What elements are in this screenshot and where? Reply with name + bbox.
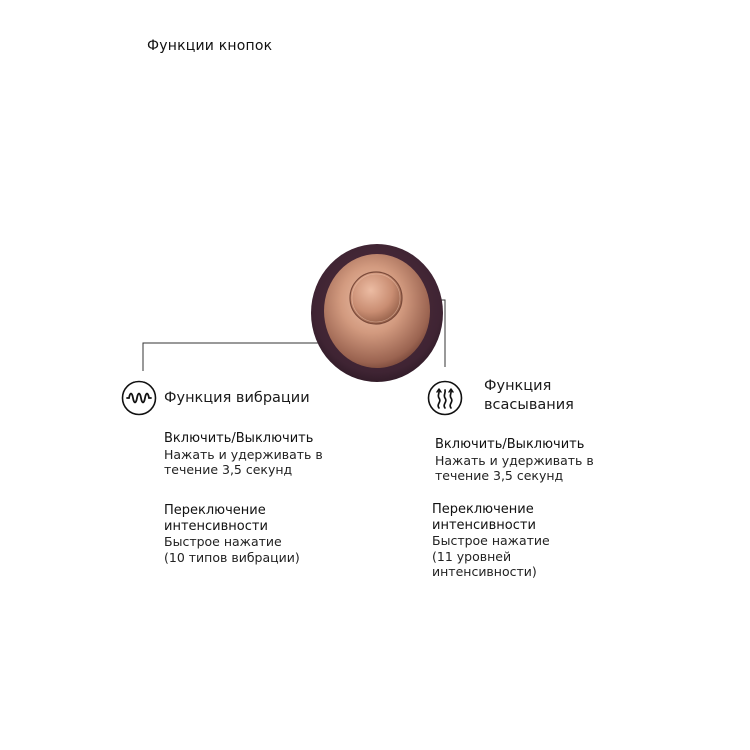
suction-waves-icon (427, 380, 463, 416)
suction-switch-heading: Переключение (432, 502, 534, 517)
suction-on-off-line: течение 3,5 секунд (435, 468, 564, 483)
suction-switch-line: Быстрое нажатие (432, 533, 550, 548)
suction-on-off-line: Нажать и удерживать в (435, 452, 594, 468)
suction-title-line: всасывания (484, 397, 574, 413)
device-button (350, 272, 402, 324)
suction-on-off-heading: Включить/Выключить (435, 437, 585, 452)
vibration-switch-line: Быстрое нажатие (164, 534, 282, 549)
vibration-switch-heading: Переключение (164, 503, 266, 518)
suction-title (484, 377, 574, 415)
sine-wave-icon (121, 380, 157, 416)
vibration-switch-heading: интенсивности (164, 518, 268, 534)
vibration-on-off-line: Нажать и удерживать в (164, 446, 323, 462)
device-illustration (310, 243, 444, 383)
vibration-on-off-block (164, 431, 323, 478)
suction-switch-line: (11 уровней (432, 548, 512, 564)
suction-title-line: Функция (484, 378, 552, 394)
vibration-on-off-heading: Включить/Выключить (164, 431, 314, 446)
vibration-switch-block (164, 503, 300, 565)
suction-switch-line: интенсивности) (432, 564, 537, 579)
suction-switch-heading: интенсивности (432, 517, 536, 533)
vibration-switch-line: (10 типов вибрации) (164, 549, 300, 565)
page-title: Функции кнопок (147, 38, 273, 54)
suction-on-off-block (435, 437, 594, 484)
vibration-on-off-line: течение 3,5 секунд (164, 462, 293, 477)
vibration-title: Функция вибрации (164, 390, 310, 406)
suction-switch-block (432, 502, 550, 580)
